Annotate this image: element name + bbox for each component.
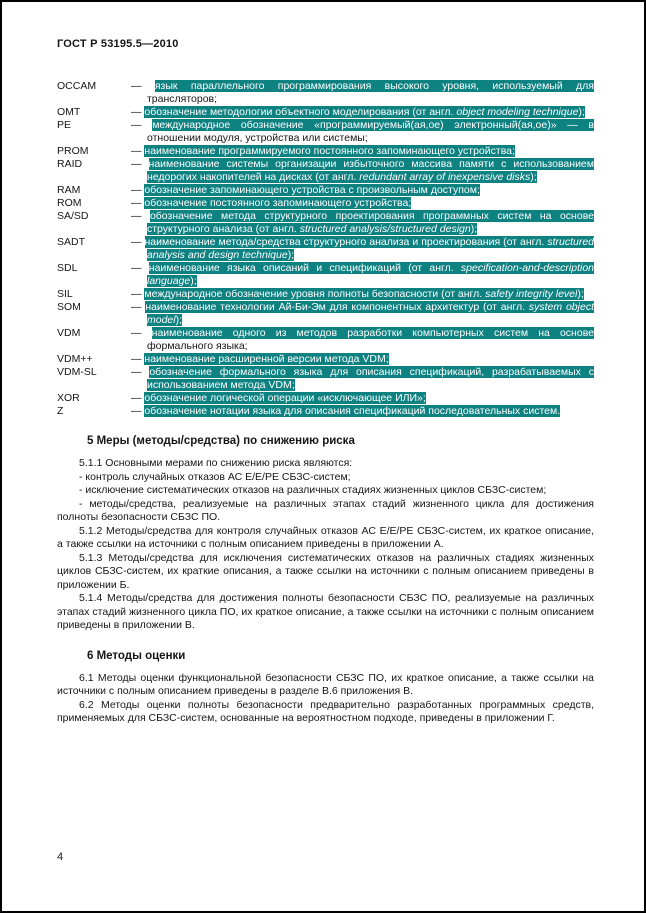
highlighted-text: наименование системы организации избыточного массива памяти с использованием недорогих накопителей на дисках (от англ.: [147, 158, 594, 183]
abbreviation-row: [57, 197, 594, 210]
highlighted-text: );: [470, 223, 478, 235]
abbreviation-definition: [131, 301, 594, 327]
definition-dash: —: [131, 197, 145, 209]
page-number: 4: [57, 851, 64, 863]
section-heading: 6 Методы оценки: [87, 649, 186, 662]
definition-dash: —: [131, 405, 145, 417]
abbreviation-row: [57, 106, 594, 119]
abbreviation-term: SADT: [57, 236, 86, 248]
paragraph: 5.1.1 Основными мерами по снижению риска являются:: [79, 457, 353, 469]
highlighted-text: обозначение запоминающего устройства с произвольным доступом;: [144, 184, 480, 196]
abbreviation-term: ROM: [57, 197, 82, 209]
abbreviation-row: [57, 262, 594, 288]
abbreviation-list: [57, 80, 594, 418]
definition-dash: —: [131, 262, 149, 274]
definition-dash: —: [131, 301, 146, 313]
abbreviation-definition: [131, 327, 594, 353]
highlighted-text: обозначение логической операции «исключающее ИЛИ»;: [144, 392, 426, 404]
abbreviation-definition: [131, 366, 594, 392]
abbreviation-definition: [131, 405, 594, 418]
paragraph: - контроль случайных отказов АС Е/Е/РЕ СБЗС-систем;: [79, 470, 351, 483]
definition-dash: —: [131, 119, 153, 131]
highlighted-text: наименование метода/средства структурного анализа и проектирования (от англ.: [144, 236, 548, 248]
highlighted-text: обозначение методологии объектного моделирования (от англ.: [144, 106, 457, 118]
definition-dash: —: [131, 184, 145, 196]
highlighted-text: specification-and-description language: [147, 262, 594, 287]
highlighted-text: наименование программируемого постоянного запоминающего устройства;: [144, 145, 515, 157]
abbreviation-row: [57, 236, 594, 262]
definition-dash: —: [131, 145, 145, 157]
plain-text: отношении модуля, устройства или системы;: [147, 132, 368, 144]
sections: [57, 435, 594, 726]
abbreviation-definition: [131, 210, 594, 236]
abbreviation-term: RAM: [57, 184, 81, 196]
definition-dash: —: [131, 236, 145, 248]
highlighted-text: system object model: [147, 301, 594, 326]
abbreviation-term: SA/SD: [57, 210, 89, 222]
definition-dash: —: [131, 288, 145, 300]
abbreviation-term: RAID: [57, 158, 83, 170]
paragraph: 6.2 Методы оценки полноты безопасности предварительно разработанных программных средств, применяемых для СБЗС-систем, основанные на вероятностном подходе, приведены в приложении Г.: [57, 698, 594, 724]
paragraph: 6.1 Методы оценки функциональной безопасности СБЗС ПО, их краткое описание, а также ссылки на источники с полным описанием приведены в разделе В.6 приложения В.: [57, 671, 594, 697]
abbreviation-definition: [131, 353, 594, 366]
plain-text: трансляторов;: [147, 93, 218, 105]
highlighted-text: обозначение метода структурного проектирования программных систем на основе структурного анализа (от англ.: [147, 210, 594, 235]
highlighted-text: );: [287, 249, 295, 261]
abbreviation-definition: [131, 262, 594, 288]
abbreviation-row: [57, 145, 594, 158]
definition-dash: —: [131, 106, 145, 118]
definition-dash: —: [131, 327, 152, 339]
highlighted-text: );: [175, 314, 183, 326]
highlighted-text: обозначение формального языка для описания спецификаций, разрабатываемых с использованием метода VDM;: [147, 366, 594, 391]
highlighted-text: международное обозначение «программируемый(ая,ое) электронный(ая,ое)» — в: [152, 119, 594, 131]
abbreviation-term: SIL: [57, 288, 73, 300]
definition-dash: —: [131, 158, 149, 170]
plain-text: формального языка;: [147, 340, 248, 352]
abbreviation-row: [57, 327, 594, 353]
highlighted-text: наименование языка описаний и спецификаций (от англ.: [148, 262, 461, 274]
abbreviation-row: [57, 366, 594, 392]
highlighted-text: язык параллельного программирования высокого уровня, используемый для: [154, 80, 594, 92]
highlighted-text: обозначение нотации языка для описания спецификаций последовательных систем.: [144, 405, 561, 417]
abbreviation-term: SOM: [57, 301, 81, 313]
section-heading: 5 Меры (методы/средства) по снижению риска: [87, 435, 355, 447]
abbreviation-row: [57, 353, 594, 366]
definition-dash: —: [131, 210, 150, 222]
paragraph: 5.1.2 Методы/средства для контроля случайных отказов АС Е/Е/РЕ СБЗС-систем, их краткое описание, а также ссылки на источники с полным описанием приведены в приложении А.: [57, 524, 594, 550]
paragraph: - методы/средства, реализуемые на различных этапах стадий жизненного цикла для достижения полноты безопасности СБЗС ПО.: [57, 497, 594, 523]
highlighted-text: );: [578, 106, 585, 118]
highlighted-text: redundant array of inexpensive disks: [359, 171, 531, 183]
abbreviation-row: [57, 405, 594, 418]
highlighted-text: );: [577, 288, 584, 300]
highlighted-text: обозначение постоянного запоминающего устройства;: [144, 197, 412, 209]
abbreviation-row: [57, 158, 594, 184]
abbreviation-term: OMT: [57, 106, 81, 118]
paragraph: 5.1.4 Методы/средства для достижения полноты безопасности СБЗС ПО, реализуемые на различных этапах стадий жизненного цикла ПО, их краткое описание, а также ссылки на источники с полным описанием приведены в приложении В.: [57, 592, 594, 631]
abbreviation-definition: [131, 80, 594, 106]
highlighted-text: );: [530, 171, 537, 183]
highlighted-text: международное обозначение уровня полноты безопасности (от англ.: [144, 288, 486, 300]
abbreviation-definition: [131, 106, 594, 119]
page-content: [2, 2, 644, 726]
document-header: ГОСТ Р 53195.5—2010: [57, 38, 179, 50]
definition-dash: —: [131, 353, 145, 365]
abbreviation-row: [57, 184, 594, 197]
highlighted-text: structured analysis and design technique: [147, 236, 594, 261]
highlighted-text: structured analysis/structured design: [299, 223, 471, 235]
definition-dash: —: [131, 366, 150, 378]
abbreviation-term: PROM: [57, 145, 89, 157]
abbreviation-definition: [131, 197, 594, 210]
abbreviation-term: VDM-SL: [57, 366, 97, 378]
abbreviation-definition: [131, 288, 594, 301]
abbreviation-definition: [131, 392, 594, 405]
highlighted-text: object modeling technique: [456, 106, 579, 118]
highlighted-text: );: [190, 275, 197, 287]
highlighted-text: наименование расширенной версии метода VDM;: [144, 353, 389, 365]
highlighted-text: наименование одного из методов разработки компьютерных систем на основе: [151, 327, 594, 339]
highlighted-text: safety integrity level: [485, 288, 578, 300]
abbreviation-term: VDM: [57, 327, 81, 339]
abbreviation-definition: [131, 236, 594, 262]
abbreviation-row: [57, 210, 594, 236]
paragraph: - исключение систематических отказов на различных стадиях жизненных циклов СБЗС-систем;: [79, 484, 547, 496]
highlighted-text: наименование технологии Ай-Би-Эм для компонентных архитектур (от англ.: [145, 301, 529, 313]
abbreviation-definition: [131, 158, 594, 184]
abbreviation-definition: [131, 145, 594, 158]
abbreviation-row: [57, 301, 594, 327]
abbreviation-term: OCCAM: [57, 80, 97, 92]
abbreviation-definition: [131, 119, 594, 145]
abbreviation-term: SDL: [57, 262, 78, 274]
abbreviation-term: Z: [57, 405, 64, 417]
abbreviation-row: [57, 80, 594, 106]
paragraph: 5.1.3 Методы/средства для исключения систематических отказов на различных стадиях жизненных циклов СБЗС-систем, их краткие описания, а также ссылки на источники с полным описанием приведены в приложении Б.: [57, 551, 594, 591]
abbreviation-term: PE: [57, 119, 72, 131]
abbreviation-row: [57, 288, 594, 301]
abbreviation-row: [57, 119, 594, 145]
abbreviation-term: XOR: [57, 392, 80, 404]
abbreviation-term: VDM++: [57, 353, 93, 365]
definition-dash: —: [131, 80, 155, 92]
abbreviation-definition: [131, 184, 594, 197]
abbreviation-row: [57, 392, 594, 405]
definition-dash: —: [131, 392, 145, 404]
